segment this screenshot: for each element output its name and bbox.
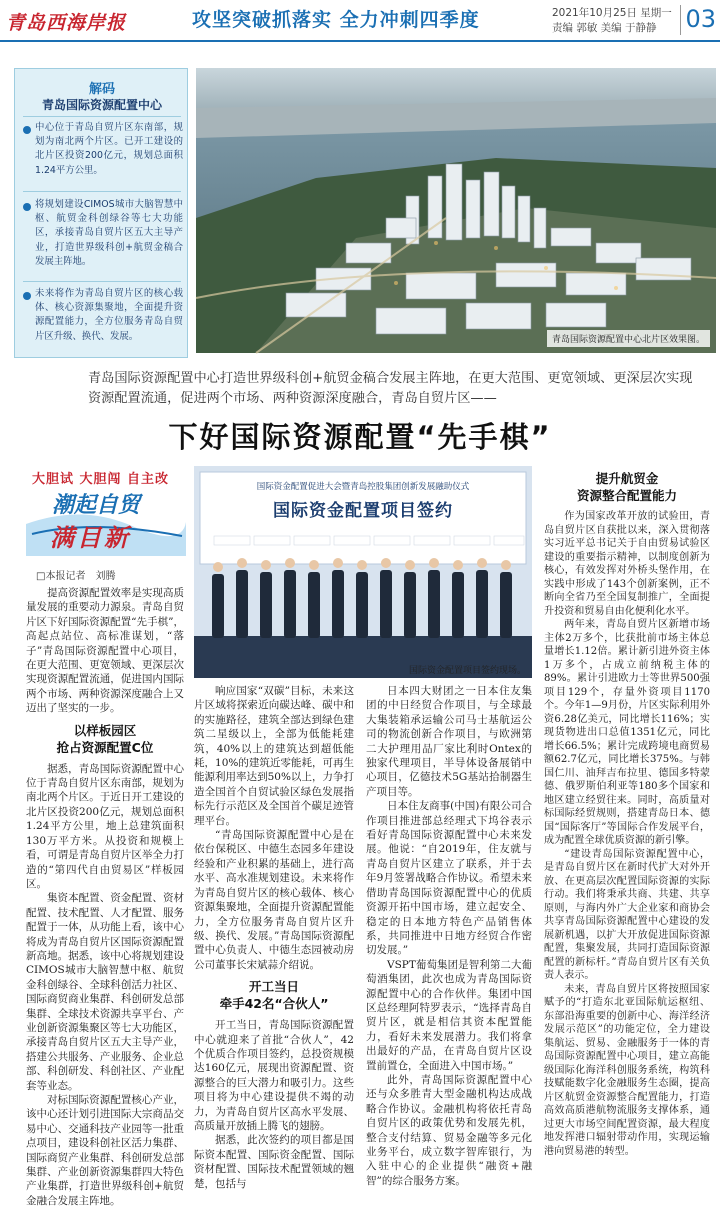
banner-line3: 满目新 bbox=[50, 524, 131, 552]
subhead-line: 以样板园区 bbox=[73, 722, 137, 738]
body-paragraph: 日本住友商事(中国)有限公司合作项目推进部总经理式下坞谷表示看好青岛国际资源配置中心未来发展。他说：“自2019年，住友就与青岛自贸片区建立了联系，并于去年9月签署战略合作协议。希望未来借助青岛国际资源配置中心的优质资源开拓中国市场，建立起安全、稳定的日本地方特色产品销售体系，共同推进中日地方经贸合作密切发展。” bbox=[366, 800, 532, 957]
subhead-line: 开工当日 bbox=[248, 979, 299, 995]
reporter-byline: □本报记者 刘腾 bbox=[36, 571, 116, 582]
issue-editors: 责编 郭敏 美编 于静静 bbox=[552, 22, 657, 34]
bullet-icon bbox=[23, 203, 31, 211]
stage-backdrop-title: 国际资金配置项目签约 bbox=[273, 501, 453, 521]
decode-point: 中心位于青岛自贸片区东南部，规划为南北两个片区。已开工建设的北片区投资200亿元，规划总面积1.24平方公里。 bbox=[35, 122, 183, 176]
aerial-rendering-photo bbox=[196, 68, 716, 353]
divider bbox=[23, 116, 181, 117]
subhead-line: 提升航贸金 bbox=[595, 471, 659, 486]
lead-paragraph: 青岛国际资源配置中心打造世界级科创+航贸金稿合发展主阵地，在更大范围、更宽领域、更深层次实现资源配置流通，促进两个市场、两种资源深度融合，青岛自贸片区—— bbox=[88, 371, 693, 406]
banner-line2: 潮起自贸 bbox=[52, 493, 141, 518]
signing-ceremony-photo bbox=[194, 466, 532, 678]
page-number: 03 bbox=[680, 5, 716, 35]
main-headline: 下好国际资源配置“先手棋” bbox=[168, 420, 552, 454]
decode-point: 未来将作为青岛自贸片区的核心载体、核心资源集聚地，全面提升资源配置能力，全方位服务青岛自贸片区升级、换代、发展。 bbox=[35, 288, 183, 342]
body-paragraph: 两年来，青岛自贸片区新增市场主体2万多个，比获批前市场主体总量增长1.12倍。累计新引进外资主体1万多个，占成立前纳税主体的89%。累计引进欧力士等世界500强项目129个，存量外资项目1170个。今年1—9月份，片区实际利用外资6.28亿美元，同比增长116%；实现货物进出口总值1351亿元，同比增长66.5%；累计完成跨境电商贸易额62.7亿元，同比增长375%。与韩国仁川、油拜吉布拉里、德国多特蒙德、俄罗斯伯利亚等180多个国家和地区建立经贸往来。同时，高质量对标国际经贸规则，搭建青岛日本、德国“国际客厅”等国际合作发展平台，成为配置全球优质资源的新引擎。 bbox=[544, 619, 710, 846]
article-column-4 bbox=[544, 470, 710, 1158]
body-paragraph: 未来，青岛自贸片区将按照国家赋予的“打造东北亚国际航运枢纽、东部沿海重要的创新中心、海洋经济发展示范区”的功能定位，全力建设集航运、贸易、金融服务于一体的青岛国际资源配置中心项目，建立高能级国际化海洋科创服务系统，构筑科技赋能数字化金融服务生态圈，提高片区航贸金资源整合配置能力，打造高效高质港航物流服务支撑体系，通过更大市场空间配置资源，最大程度地发挥港口辐射带动作用，实现运输港向贸易港的转型。 bbox=[544, 983, 710, 1157]
decode-title: 青岛国际资源配置中心 bbox=[41, 98, 162, 112]
bullet-icon bbox=[23, 126, 31, 134]
page-slogan: 攻坚突破抓落实 全力冲刺四季度 bbox=[192, 9, 480, 31]
stage-backdrop-header: 国际资金配置促进大会暨青岛控股集团创新发展融助仪式 bbox=[256, 482, 470, 492]
body-paragraph: 此外，青岛国际资源配置中心还与众多胜青大型金融机构达成战略合作协议。金融机构将依托青岛自贸片区的政策优势和发展先机，整合支付结算、贸易金融等多元化业务平台，成立数字智库银行，为入驻中心的企业提供“融资+融智”的综合服务方案。 bbox=[366, 1073, 532, 1187]
decode-point: 将规划建设CIMOS城市大脑智慧中枢、航贸金科创绿谷等七大功能区，承接青岛自贸片区五大主导产业，打造世界级科创+航贸金稿合发展主阵地。 bbox=[35, 199, 183, 267]
banner-line1: 大胆试 大胆闯 自主改 bbox=[32, 472, 170, 487]
city-rendering-image bbox=[196, 68, 716, 353]
body-paragraph: 据悉，青岛国际资源配置中心位于青岛自贸片区东南部，规划为南北两个片区。于近日开工建设的北片区投资200亿元，规划总面积1.24平方公里，地上总建筑面积130万平方米。从投资和规模上看，可谓是青岛自贸片区举全力打造的“第四代自由贸易区”样板园区。 bbox=[26, 762, 184, 890]
body-paragraph: 据悉，此次签约的项目都是国际资本配置、国际资金配置、国际资材配置、国际技术配置领域的翘楚，包括与 bbox=[194, 1134, 354, 1190]
bullet-icon bbox=[23, 292, 31, 300]
newspaper-logo: 青岛西海岸报 bbox=[6, 12, 127, 34]
body-paragraph: VSPT葡萄集团是智利第二大葡萄酒集团，此次也成为青岛国际资源配置中心的合作伙伴。集团中国区总经理阿特罗表示，“选择青岛自贸片区，就是相信其资本配置能力，看好未来发展潜力。我们将拿出最好的产品，在青岛自贸片区设置前置仓，全面进入中国市场。” bbox=[366, 958, 532, 1072]
decode-tag: 解码 bbox=[88, 82, 115, 97]
subhead-line: 牵手42名“合伙人” bbox=[219, 996, 329, 1012]
issue-info bbox=[552, 6, 672, 36]
subhead-line: 资源整合配置能力 bbox=[576, 488, 677, 503]
photo-caption: 国际资金配置项目签约现场。 bbox=[409, 666, 527, 676]
body-paragraph: 响应国家“双碳”目标，未来这片区域将探索近向碳达峰、碳中和的实施路径，建筑全部达到绿色建筑二星级以上，全部为低能耗建筑，40%以上的建筑达到超低能耗，10%的建筑近零能耗，可再生能源利用率达到50%以上，力争打造全国首个自贸试验区绿色发展指标先行示范区及全国首个碳足迹管理平台。 bbox=[194, 685, 354, 827]
body-paragraph: 日本四大财团之一日本住友集团的中日经贸合作项目，与全球最大集装箱承运输公司马士基航运公司的物流创新合作项目，与欧洲第二大护理用品厂家比利时Ontex的独家代理项目，半导体设备展销中心项目，亿德技术5G基站拾制器生产项目等。 bbox=[366, 685, 532, 798]
article-column-3 bbox=[366, 684, 532, 1188]
intro-paragraph: 提高资源配置效率是实现高质量发展的重要动力源泉。青岛自贸片区下好国际资源配置“先手棋”，高起点站位、高标准谋划，“落子”青岛国际资源配置中心项目，在更大范围、更宽领域、更深层次实现资源配置流通，促进国内国际两个市场、两种资源深度融合上又迈出了坚实的一步。 bbox=[26, 587, 184, 715]
issue-date: 2021年10月25日 星期一 bbox=[552, 7, 672, 19]
body-paragraph: 开工当日，青岛国际资源配置中心就迎来了首批“合伙人”，42个优质合作项目签约，总投资规模达160亿元，展现出资源配置、资源整合的巨大潜力和吸引力。这些项目将为中心建设提供不竭的动力，为青岛自贸片区高水平发展、高质量开放插上腾飞的翅膀。 bbox=[194, 1019, 354, 1132]
body-paragraph: “青岛国际资源配置中心是在依台保税区、中德生态园多年建设经验和产业积累的基础上，进行高水平、高水准规划建设。未来将作为青岛自贸片区的核心载体、核心资源集聚地，全面提升资源配置能力，全方位服务青岛自贸片区升级、换代、发展。”青岛国际资源配置中心负责人、中德生态园被动房公司董事长宋斌蒜介绍说。 bbox=[194, 829, 354, 971]
decode-box bbox=[14, 68, 188, 358]
body-paragraph: 集资本配置、资金配置、资材配置、技术配置、人才配置、服务配置于一体，从功能上看，该中心将成为青岛自贸片区国际资源配置新高地。据悉，该中心将规划建设CIMOS城市大脑智慧中枢、航贸金科创绿谷、全球科创活力社区、国际商贸商业集群、科创研发总部集群、全球技术资源共享平台、产业创新资源集聚区等七大功能区，承接青岛自贸片区五大主导产业，搭建公共服务、产业服务、企业总部、科创研发、科创社区、产业配套等业态。 bbox=[26, 892, 184, 1092]
article-column-2 bbox=[194, 684, 354, 1191]
masthead bbox=[0, 0, 720, 40]
series-banner bbox=[22, 464, 186, 556]
body-paragraph: 作为国家改革开放的试验田，青岛自贸片区自获批以来，深入贯彻落实习近平总书记关于自由贸易试验区建设的重要指示精神，以制度创新为核心，有效发挥对外桥头堡作用，在实践中形成了143个创新案例，正不断向全省乃至全国复制推广，全面提升投资和贸易自由化便利化水平。 bbox=[544, 511, 710, 617]
body-paragraph: “建设青岛国际资源配置中心，是青岛自贸片区在新时代扩大对外开放、在更高层次配置国际资源的实际行动。我们将秉承共商、共建、共享原则，与海内外广大企业家和商协会共享青岛国际资源配置中心建设的发展新机遇，以扩大开放促进国际资源配置，集聚发展，共同打造国际资源配置的新标杆。”青岛自贸片区有关负责人表示。 bbox=[544, 848, 710, 981]
body-paragraph: 对标国际资源配置核心产业，该中心还计划引进国际大宗商品交易中心、交通科技产业园等一批重点项目，建设科创社区活力集群、国际商贸产业集群、科创研发总部集群、产业创新资源集群四大特色产业集群，打造世界级科创+航贸金融合发展主阵地。 bbox=[26, 1094, 184, 1207]
photo-caption: 青岛国际资源配置中心北片区效果图。 bbox=[547, 330, 710, 347]
masthead-rule bbox=[0, 40, 720, 42]
subhead-line: 抢占资源配置C位 bbox=[56, 739, 154, 755]
article-column-1 bbox=[26, 586, 184, 1208]
divider bbox=[23, 281, 181, 282]
divider bbox=[23, 191, 181, 192]
